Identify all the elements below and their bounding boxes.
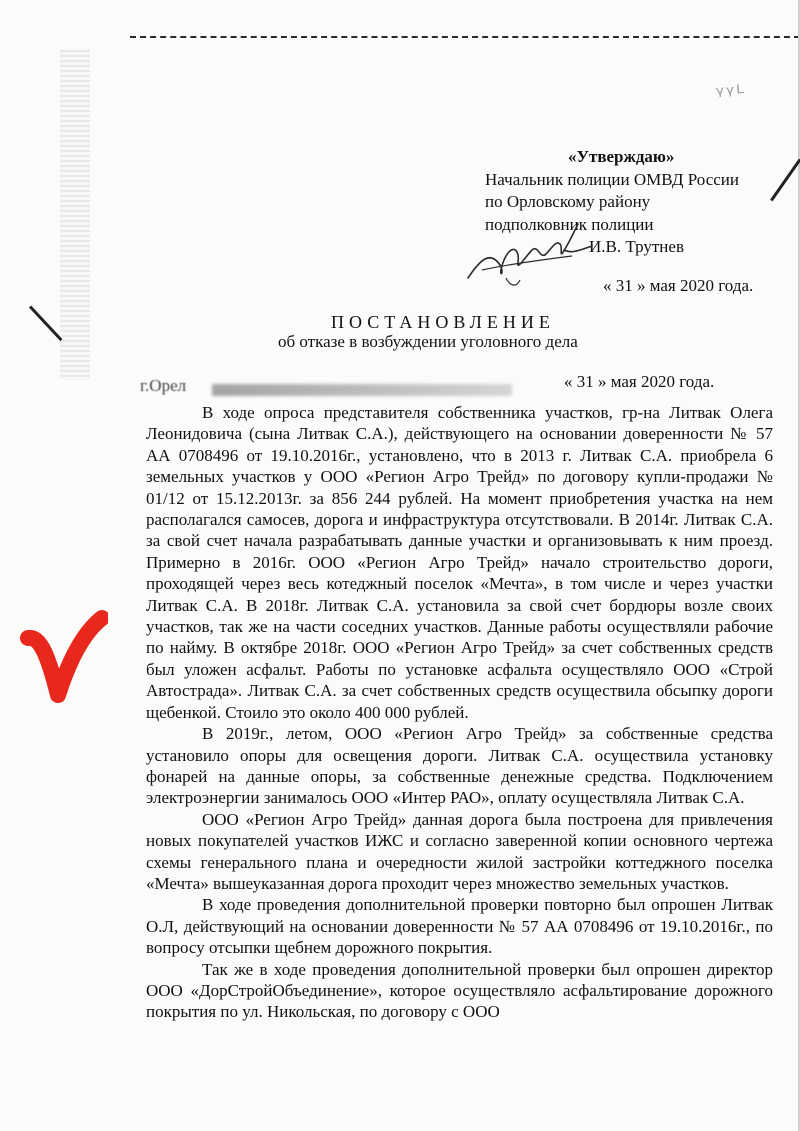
document-title: ПОСТАНОВЛЕНИЕ <box>331 312 555 332</box>
redacted-text <box>212 384 512 396</box>
handwritten-signature <box>460 220 600 290</box>
approval-date: « 31 » мая 2020 года. <box>603 275 754 295</box>
document-date: « 31 » мая 2020 года. <box>564 372 715 391</box>
scan-border-line <box>130 36 800 38</box>
approval-signer: И.В. Трутнев <box>589 237 684 256</box>
paragraph: В ходе проведения дополнительной проверки повторно был опрошен Литвак О.Л, действующий на основании доверенности № 57 АА 0708496 от 19.10.2016г., по вопросу отсыпки щебнем дорожного покрытия. <box>146 895 773 958</box>
margin-note: ᵞᵞᴸ <box>715 80 747 109</box>
document-subtitle: об отказе в возбуждении уголовного дела <box>278 332 578 351</box>
place-date-row <box>140 372 740 396</box>
paragraph: В ходе опроса представителя собственника участков, гр-на Литвак Олега Леонидовича (сына Литвак С.А.), действующего на основании доверенности № 57 АА 0708496 от 19.10.2016г., установлено, что в 2013 г. Литвак С.А. приобрела 6 земельных участков у ООО «Регион Агро Трейд» по договору купли-продажи № 01/12 от 15.12.2013г. за 856 244 рублей. На момент приобретения участка на нем располагался самосев, дорога и инфраструктура отсутствовали. В 2014г. Литвак С.А. за свой счет начала разрабатывать данные участки и организовывать к ним проезд. Примерно в 2016г. ООО «Регион Агро Трейд» начало строительство дороги, проходящей через весь котеджный поселок «Мечта», в том числе и через участки Литвак С.А. В 2018г. Литвак С.А. установила за свой счет бордюры возле своих участков, так же на части соседних участков. Данные работы осуществляли рабочие по найму. В октябре 2018г. ООО «Регион Агро Трейд» за счет собственных средств был уложен асфальт. Работы по установке асфальта осуществляло ООО «Строй Автострада». Литвак С.А. за счет собственных средств осуществила обсыпку дороги щебенкой. Стоило это около 400 000 рублей. <box>146 403 773 722</box>
paragraph: Так же в ходе проведения дополнительной проверки был опрошен директор ООО «ДорСтройОбъединение», которое осуществляло асфальтирование дорожного покрытия по ул. Никольская, по договору с ООО <box>146 959 773 1022</box>
approval-line-2: по Орловскому району <box>485 192 651 211</box>
approval-line-1: Начальник полиции ОМВД России <box>485 169 739 189</box>
scan-noise <box>60 50 90 380</box>
paragraph: В 2019г., летом, ООО «Регион Агро Трейд» за собственные средства установило опоры для освещения дороги. Литвак С.А. осуществила установку фонарей на данные опоры, за собственные денежные средства. Подключением электроэнергии занималось ООО «Интер РАО», оплату осуществляла Литвак С.А. <box>146 724 773 808</box>
approval-title: «Утверждаю» <box>568 147 675 166</box>
approval-line-3: подполковник полиции <box>485 214 654 234</box>
pen-stroke-left <box>29 305 63 341</box>
document-place: г.Орел <box>140 376 187 395</box>
red-check-mark-icon <box>18 610 108 730</box>
document-body <box>146 402 773 1023</box>
paragraph: ООО «Регион Агро Трейд» данная дорога была построена для привлечения новых покупателей участков ИЖС и согласно заверенной копии основного чертежа схемы генерального плана и очередности жилой застройки коттеджного поселка «Мечта» вышеуказанная дорога проходит через множество земельных участков. <box>146 809 773 893</box>
